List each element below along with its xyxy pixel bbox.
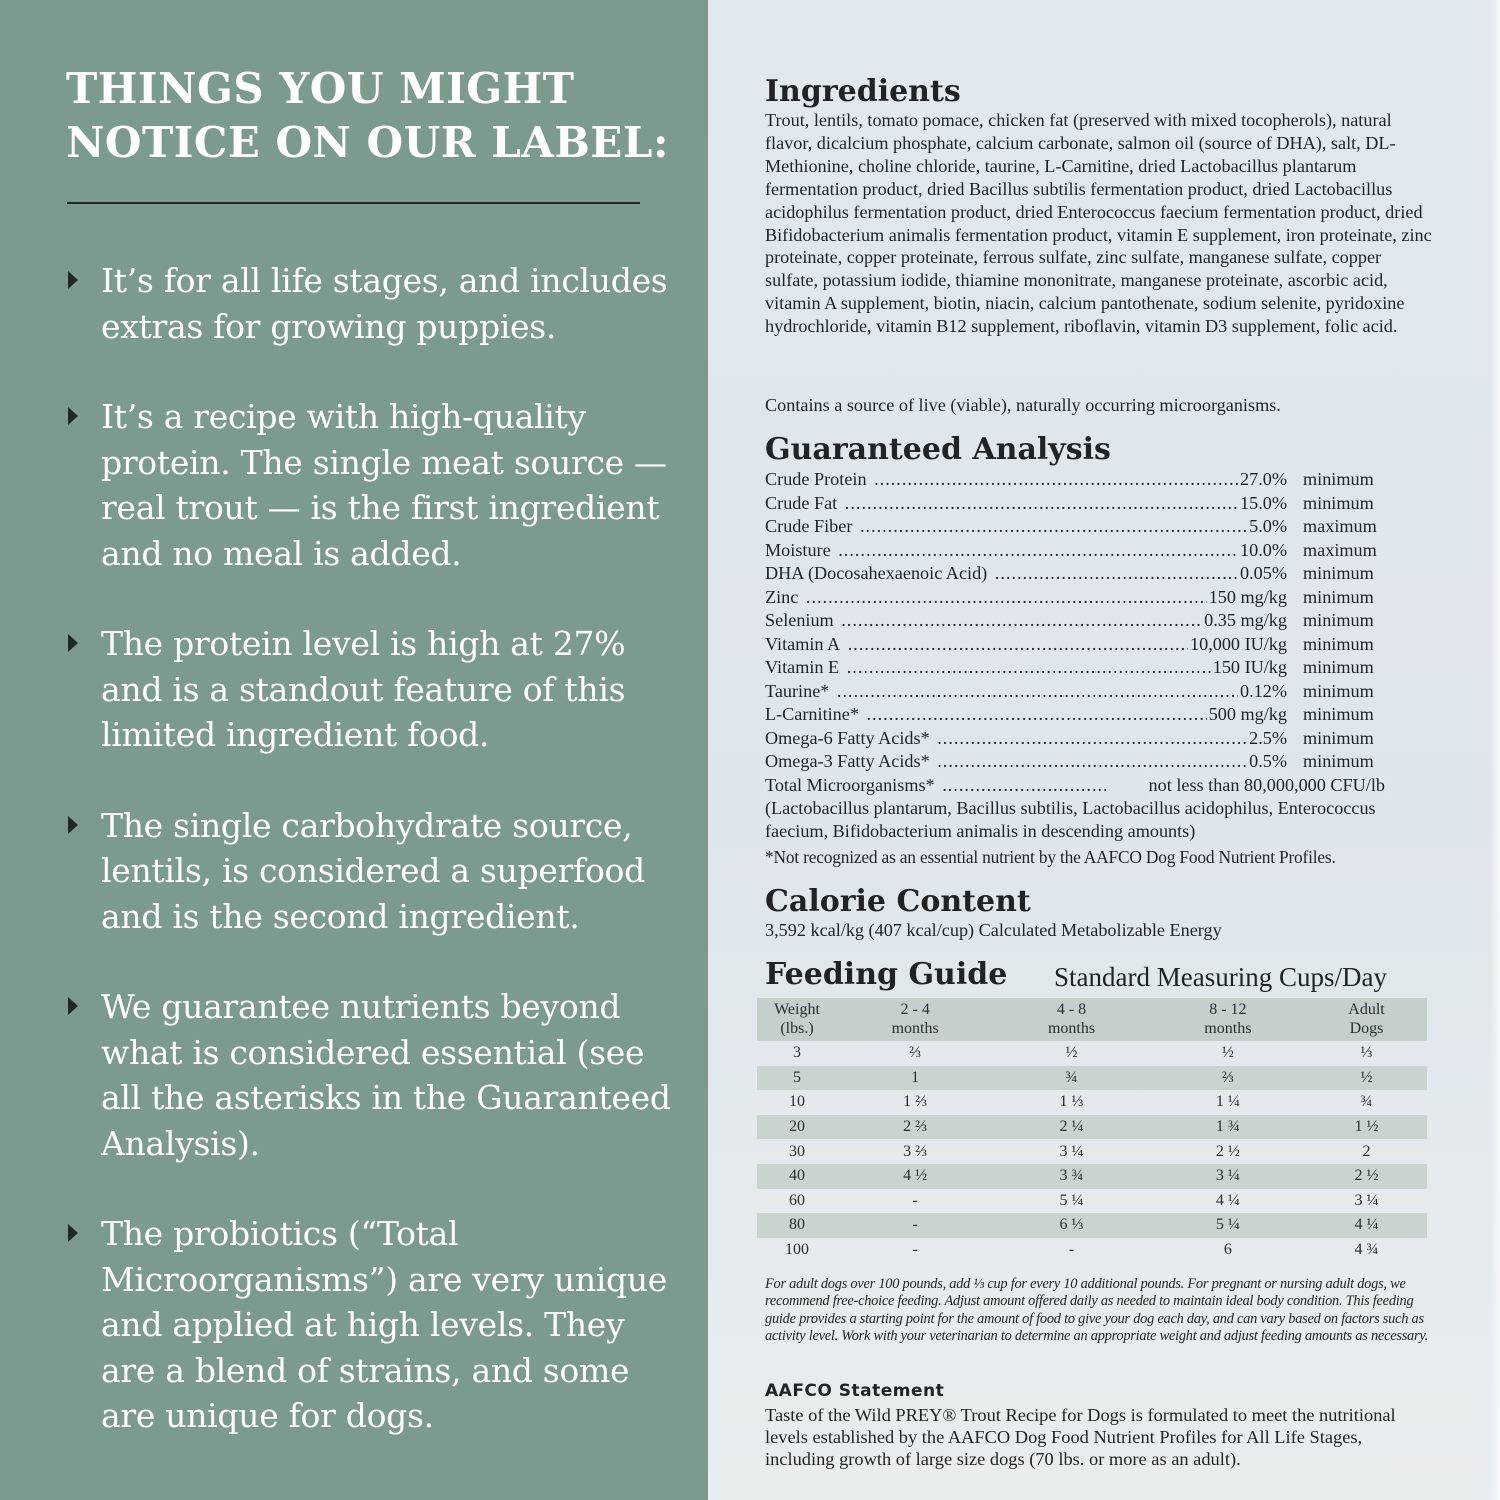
calorie-text: 3,592 kcal/kg (407 kcal/cup) Calculated Metabolizable Energy [765,920,1222,940]
bullet-text: The single carbohydrate source, lentils, is considered a superfood and is the second ingredient. [101,805,645,936]
analysis-value: 10,000 IU/kg [1188,633,1287,657]
analysis-value: 0.5% [1247,750,1287,774]
feeding-cell: 1 [837,1066,993,1091]
feeding-cell: 30 [789,1142,805,1160]
feeding-cell: 100 [785,1241,809,1259]
feeding-header-text: 4 - 8 [1056,1001,1087,1018]
analysis-qualifier: minimum [1303,586,1374,607]
feeding-header-text: 2 - 4 [900,1001,930,1018]
analysis-qualifier: minimum [1303,469,1374,489]
feeding-cell: ½ [1065,1044,1078,1062]
analysis-label: Taurine* [765,680,830,701]
bullet-item [66,258,686,349]
feeding-row [757,1115,1427,1140]
ingredients-text: Trout, lentils, tomato pomace, chicken fat (preserved with mixed tocopherols), natural flavor, dicalcium phosphate, calcium carbonate, salmon oil (source of DHA), salt, DL-Methionine, choline chloride, taurine, L-Carnitine, dried Lactobacillus plantarum fermentation product, dried Bacillus subtilis fermentation product, dried Lactobacillus acidophilus fermentation product, dried Enterococcus faecium fermentation product, dried Bifidobacterium animalis fermentation product, vitamin E supplement, iron proteinate, zinc proteinate, copper proteinate, ferrous sulfate, zinc sulfate, manganese sulfate, copper sulfate, potassium iodide, thiamine mononitrate, manganese proteinate, ascorbic acid, vitamin A supplement, biotin, niacin, calcium pantothenate, sodium selenite, pyridoxine hydrochloride, vitamin B12 supplement, riboflavin, vitamin D3 supplement, folic acid. [765,110,1432,337]
triangle-bullet-icon [68,1224,78,1242]
bullet-item [66,984,686,1166]
heading-divider [67,202,640,204]
analysis-row [765,680,1405,704]
feeding-cell: 3 ¼ [1354,1191,1379,1209]
analysis-label: Total Microorganisms* [765,774,935,795]
bullet-item [66,1211,686,1439]
analysis-label: Omega-3 Fatty Acids* [765,751,930,771]
feeding-cell: 2 [1362,1142,1371,1160]
feeding-header-text: months [891,1020,939,1037]
triangle-bullet-icon [68,816,78,834]
analysis-qualifier: minimum [1303,704,1374,724]
feeding-header [757,998,837,1041]
analysis-label: Zinc [765,586,799,607]
analysis-value: 0.35 mg/kg [1202,609,1287,633]
feeding-header-text: Adult [1348,1001,1385,1018]
analysis-label: Crude Fiber [765,516,853,536]
analysis-label: Moisture [765,539,831,560]
analysis-table [765,468,1405,797]
feeding-cell: 40 [757,1164,837,1189]
feeding-cell: 3 ⅔ [903,1142,928,1160]
triangle-bullet-icon [68,271,78,289]
microorganisms-note: Contains a source of live (viable), naturally occurring microorganisms. [765,395,1281,415]
analysis-label: DHA (Docosahexaenoic Acid) [765,563,988,583]
analysis-value: 15.0% [1238,492,1287,516]
feeding-subtitle: Standard Measuring Cups/Day [1054,962,1387,992]
analysis-qualifier: minimum [1303,633,1374,654]
bullet-text: We guarantee nutrients beyond what is considered essential (see all the asterisks in the Guaranteed Analysis). [101,987,671,1163]
feeding-table [757,998,1427,1262]
feeding-cell: 4 ¾ [1354,1241,1379,1259]
analysis-row [765,727,1405,751]
feeding-cell: 10 [789,1093,805,1111]
analysis-label: Vitamin E [765,657,840,677]
bullet-item [66,621,686,758]
feeding-header-text: months [1204,1020,1252,1037]
left-panel [0,0,708,1500]
analysis-qualifier: minimum [1303,727,1374,748]
analysis-title: Guaranteed Analysis [765,432,1111,467]
feeding-cell: 5 [757,1066,837,1091]
feeding-cell: 3 ¾ [993,1164,1149,1189]
feeding-header [993,998,1149,1041]
analysis-row [765,562,1405,586]
calorie-title: Calorie Content [765,884,1031,919]
feeding-cell: 2 ½ [1306,1164,1427,1189]
analysis-row [765,539,1405,563]
analysis-row [765,468,1405,492]
feeding-header [1150,998,1306,1041]
feeding-cell: 3 [793,1044,801,1062]
analysis-label: Vitamin A [765,633,841,654]
bullet-item [66,394,686,576]
aafco-title: AAFCO Statement [765,1381,945,1401]
feeding-header-text: months [1047,1020,1096,1037]
feeding-row [757,1238,1427,1263]
feeding-row [757,1041,1427,1066]
feeding-cell: 1 ¾ [1150,1115,1306,1140]
analysis-qualifier: minimum [1303,680,1374,701]
analysis-value: 500 mg/kg [1207,703,1287,727]
feeding-title: Feeding Guide [765,957,1008,992]
analysis-label: L-Carnitine* [765,704,859,724]
feeding-cell: ¾ [1360,1093,1373,1111]
feeding-cell: 4 ½ [837,1164,993,1189]
analysis-qualifier: minimum [1303,751,1374,771]
analysis-label: Omega-6 Fatty Acids* [765,727,930,748]
feeding-header-text: (lbs.) [780,1020,814,1037]
feeding-cell: 2 ½ [1215,1142,1240,1160]
feeding-header-text: 8 - 12 [1209,1001,1247,1018]
analysis-label: Crude Protein [765,469,867,489]
feeding-note: For adult dogs over 100 pounds, add ⅓ cup for every 10 additional pounds. For pregnant or nursing adult dogs, we recommend free-choice feeding. Adjust amount offered daily as needed to maintain ideal body condition. This feeding guide provides a starting point for the amount of food to give your dog each day, and can vary based on factors such as activity level. Work with your veterinarian to determine an appropriate weight and adjust feeding amounts as necessary. [765,1276,1429,1345]
analysis-row [765,609,1405,633]
feeding-cell: 3 ¼ [1150,1164,1306,1189]
feeding-cell: 1 ⅓ [1059,1093,1084,1111]
feeding-cell: 1 ⅔ [903,1093,928,1111]
feeding-row [757,1139,1427,1164]
aafco-text: Taste of the Wild PREY® Trout Recipe for Dogs is formulated to meet the nutritional levels established by the AAFCO Dog Food Nutrient Profiles for All Life Stages, including growth of large size dogs (70 lbs. or more as an adult). [765,1405,1396,1469]
analysis-row [765,703,1405,727]
feeding-header [837,998,993,1041]
feeding-header-text: Dogs [1349,1020,1384,1037]
analysis-row [765,774,1405,798]
feeding-cell: 20 [757,1115,837,1140]
panel-heading [66,62,669,170]
feeding-cell: 80 [757,1213,837,1238]
analysis-row [765,750,1405,774]
feeding-cell: 1 ¼ [1215,1093,1240,1111]
analysis-value: 5.0% [1247,515,1287,539]
feeding-row [757,1189,1427,1214]
bullet-text: It’s a recipe with high-quality protein. The single meat source — real trout — is the first ingredient and no meal is added. [101,397,667,573]
analysis-value: 150 mg/kg [1207,586,1287,610]
analysis-value: 0.05% [1238,562,1287,586]
analysis-label: Crude Fat [765,492,838,513]
triangle-bullet-icon [68,634,78,652]
feeding-cell: 3 ¼ [1059,1142,1084,1160]
feeding-cell: ⅔ [909,1044,922,1062]
analysis-value: 2.5% [1247,727,1287,751]
panel-edge [1490,0,1500,1500]
analysis-value: 10.0% [1238,539,1287,563]
feeding-cell: - [912,1191,918,1209]
feeding-cell: - [1068,1241,1075,1259]
feeding-header-text: Weight [774,1001,820,1018]
analysis-qualifier: minimum [1303,492,1374,513]
analysis-value: not less than 80,000,000 CFU/lb [1147,774,1385,798]
feeding-cell: 6 ⅓ [993,1213,1149,1238]
feeding-header [1306,998,1427,1041]
feeding-cell: ⅔ [1150,1066,1306,1091]
analysis-value: 0.12% [1238,680,1287,704]
bullet-item [66,803,686,940]
analysis-value: 150 IU/kg [1211,656,1287,680]
feeding-cell: 5 ¼ [1150,1213,1306,1238]
analysis-qualifier: maximum [1303,516,1377,536]
feeding-cell: ½ [1221,1044,1234,1062]
feeding-row [757,1066,1427,1091]
feeding-row [757,1164,1427,1189]
analysis-qualifier: minimum [1303,657,1374,677]
feeding-cell: 1 ½ [1306,1115,1427,1140]
feeding-cell: ½ [1306,1066,1427,1091]
analysis-row [765,515,1405,539]
analysis-footnote: *Not recognized as an essential nutrient by the AAFCO Dog Food Nutrient Profiles. [765,847,1336,867]
analysis-qualifier: minimum [1303,610,1374,630]
feeding-row [757,1090,1427,1115]
feeding-cell: ⅓ [1360,1044,1373,1062]
feeding-header-row [757,998,1427,1041]
heading-line-2: NOTICE ON OUR LABEL: [66,118,669,167]
heading-line-1: THINGS YOU MIGHT [66,64,575,113]
feeding-cell: 6 [1223,1241,1232,1259]
bullet-list [66,258,686,1484]
ingredients-title: Ingredients [765,74,961,109]
feeding-cell: - [837,1213,993,1238]
feeding-cell: 5 ¼ [1059,1191,1084,1209]
triangle-bullet-icon [68,997,78,1015]
analysis-qualifier: maximum [1303,539,1377,560]
bullet-text: The probiotics (“Total Microorganisms”) are very unique and applied at high levels. They are a blend of strains, and some are unique for dogs. [101,1214,668,1435]
strains-text: (Lactobacillus plantarum, Bacillus subtilis, Lactobacillus acidophilus, Enterococcus faecium, Bifidobacterium animalis in descending amounts) [765,798,1376,841]
bullet-text: It’s for all life stages, and includes extras for growing puppies. [101,261,668,346]
feeding-cell: 4 ¼ [1215,1191,1240,1209]
feeding-cell: 2 ⅔ [837,1115,993,1140]
analysis-row [765,656,1405,680]
feeding-cell: - [912,1241,918,1259]
analysis-row [765,492,1405,516]
feeding-cell: 60 [789,1191,805,1209]
feeding-row [757,1213,1427,1238]
bullet-text: The protein level is high at 27% and is a standout feature of this limited ingredient food. [101,624,626,754]
analysis-row [765,633,1405,657]
label-panel [708,0,1500,1500]
analysis-value: 27.0% [1238,468,1287,492]
feeding-cell: 2 ¼ [993,1115,1149,1140]
analysis-row [765,586,1405,610]
triangle-bullet-icon [68,407,78,425]
feeding-cell: 4 ¼ [1306,1213,1427,1238]
analysis-label: Selenium [765,610,834,630]
feeding-cell: ¾ [993,1066,1149,1091]
analysis-qualifier: minimum [1303,563,1374,583]
